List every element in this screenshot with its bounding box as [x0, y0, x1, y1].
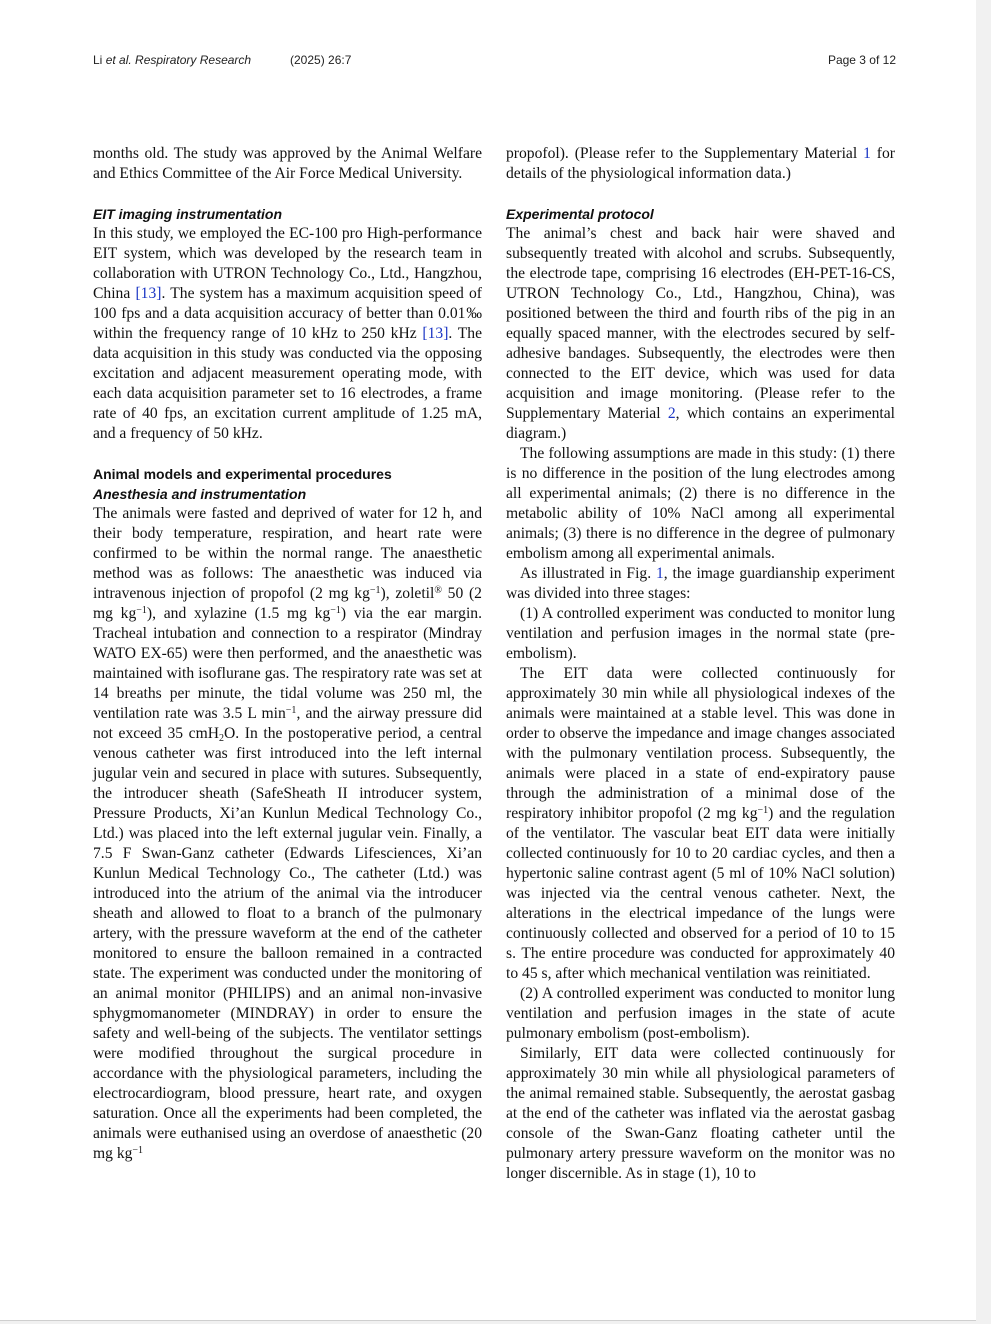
registered-mark: ®: [434, 585, 442, 596]
header-journal: Respiratory Research: [131, 53, 252, 67]
text: , and the airway pressure did not exceed 35 cmH: [93, 705, 482, 742]
text: , which contains an experimental diagram.): [506, 405, 895, 442]
text: ) via the ear margin. Tracheal intubation and connection to a respirator (Mindray WATO EX-65) were then performed, and the anaesthetic was maintained with isoflurane gas. The respiratory rate was set at 14 breaths per minute, the tidal volume was 250 ml, the ventilation rate was 3.5 L min: [93, 605, 482, 722]
supplementary-link[interactable]: 2: [667, 405, 676, 422]
text: propofol). (Please refer to the Supplementary Material: [506, 145, 864, 162]
right-column: [506, 144, 895, 1184]
text: The animals were fasted and deprived of water for 12 h, and their body temperature, respiration, and heart rate were confirmed to be within the normal range. The anaesthetic method was as follows: The anaesthetic was induced via intravenous injection of propofol (2 mg kg: [93, 505, 482, 602]
running-header-citation: [93, 53, 251, 67]
text: , the image guardianship experiment was divided into three stages:: [506, 565, 895, 602]
paragraph-anesthesia: [93, 504, 482, 1164]
superscript: −1: [285, 705, 297, 716]
paragraph: The following assumptions are made in this study: (1) there is no difference in the position of the lung electrodes among all experimental animals; (2) there is no difference in the metabolic ability of 10% NaCl among all experimental animals; (3) there is no difference in the degree of pulmonary embolism among all experimental animals.: [506, 445, 895, 562]
scrollbar-track[interactable]: [976, 0, 991, 1324]
text: ), zoletil: [380, 585, 435, 602]
subscript: 2: [218, 733, 224, 744]
paragraph: [506, 224, 895, 444]
figure-link[interactable]: 1: [655, 565, 664, 582]
paragraph: (2) A controlled experiment was conducted to monitor lung ventilation and perfusion images in the state of acute pulmonary embolism (post-embolism).: [506, 985, 895, 1042]
paragraph: [506, 564, 895, 604]
text: ), and xylazine (1.5 mg kg: [146, 605, 331, 622]
header-etal: et al.: [105, 53, 132, 67]
supplementary-link[interactable]: 1: [863, 145, 871, 162]
paragraph: (1) A controlled experiment was conducted to monitor lung ventilation and perfusion images in the normal state (pre-embolism).: [506, 605, 895, 662]
citation-link[interactable]: [13]: [135, 285, 162, 302]
paragraph-eit: [93, 224, 482, 444]
superscript: −1: [757, 805, 769, 816]
paragraph: Similarly, EIT data were collected continuously for approximately 30 min while all physiological parameters of the animal remained stable. Subsequently, the aerostat gasbag at the end of the catheter was inflated via the aerostat gasbag console of the Swan-Ganz floating catheter until the pulmonary artery pressure waveform on the monitor was no longer discernible. As in stage (1), 10 to: [506, 1045, 895, 1182]
paragraph: [506, 144, 895, 184]
left-column: [93, 144, 482, 1164]
text: The animal’s chest and back hair were shaved and subsequently treated with alcohol and scrubs. Subsequently, the electrode tape, comprising 16 electrodes (EH-PET-16-CS, UTRON Technology Co., Ltd., Hangzhou, China), was positioned between the third and fourth ribs of the pig in an equally spaced manner, with the electrodes secured by self-adhesive bandages. Subsequently, the electrodes were then connected to the EIT device, which was used for data acquisition and image monitoring. (Please refer to the Supplementary Material: [506, 225, 895, 422]
superscript: −1: [136, 605, 147, 616]
text: for details of the physiological information data.): [506, 145, 895, 182]
superscript: −1: [330, 605, 341, 616]
text: . The system has a maximum acquisition speed of 100 fps and a data acquisition accuracy of better than 0.01‰ within the frequency range of 10 kHz to 250 kHz: [93, 285, 483, 342]
header-author: Li: [93, 53, 106, 67]
superscript: −1: [369, 585, 381, 596]
subsection-heading-protocol: Experimental protocol: [506, 206, 654, 222]
text: As illustrated in Fig.: [520, 565, 656, 582]
text: . The data acquisition in this study was conducted via the opposing excitation and adjacent measurement operating mode, with each data acquisition parameter set to 16 electrodes, a frame rate of 40 fps, an excitation current amplitude of 1.25 mA, and a frequency of 50 kHz.: [93, 325, 482, 442]
subsection-heading-eit: EIT imaging instrumentation: [93, 206, 283, 222]
header-page-number: Page 3 of 12: [827, 53, 896, 67]
section-heading-models: Animal models and experimental procedures: [93, 466, 392, 482]
text: The EIT data were collected continuously for approximately 30 min while all physiological indexes of the animals were maintained at a stable level. This was done in order to observe the impedance and image changes associated with the pulmonary ventilation process. Subsequently, the animals were placed in a state of end-expiratory pause through the administration of a minimal dose of the respiratory inhibitor propofol (2 mg kg: [506, 665, 895, 822]
subsection-heading-anesthesia: Anesthesia and instrumentation: [93, 486, 307, 502]
text: 50 (2 mg kg: [93, 585, 482, 622]
text: In this study, we employed the EC-100 pro High-performance EIT system, which was developed by the research team in collaboration with UTRON Technology Co., Ltd., Hangzhou, China: [93, 225, 482, 302]
superscript: −1: [132, 1145, 144, 1156]
text: O. In the postoperative period, a central venous catheter was first introduced into the left internal jugular vein and secured in place with sutures. Subsequently, the introducer sheath (SafeSheath II introducer system, Pressure Products, Xi’an Kunlun Medical Technology Co., Ltd.) was placed into the left external jugular vein. Finally, a 7.5 F Swan-Ganz catheter (Edwards Lifesciences, Xi’an Kunlun Medical Technology Co., The catheter (Ltd.) was introduced into the atrium of the animal via the introducer sheath and allowed to float to a branch of the pulmonary artery, with the pressure waveform at the end of the catheter monitored to ensure the balloon remained in a contracted state. The experiment was conducted under the monitoring of an animal monitor (PHILIPS) and an animal non-invasive sphygmomanometer (MINDRAY) in order to ensure the safety and well-being of the subjects. The ventilator settings were modified throughout the surgical procedure in accordance with the physiological parameters, including the electrocardiogram, blood pressure, heart rate, and oxygen saturation. Once all the experiments had been completed, the animals were euthanised using an overdose of anaesthetic (20 mg kg: [93, 725, 482, 1162]
paragraph: months old. The study was approved by the Animal Welfare and Ethics Committee of the Air Force Medical University.: [93, 145, 482, 182]
text: ) and the regulation of the ventilator. The vascular beat EIT data were initially collected continuously for 10 to 20 cardiac cycles, and then a hypertonic saline contrast agent (5 ml of 10% NaCl solution) was injected via the central venous catheter. Next, the alterations in the electrical impedance of the lungs were continuously collected and observed for a period of 10 to 15 s. The entire procedure was conducted for approximately 40 to 45 s, after which mechanical ventilation was reinitiated.: [506, 805, 895, 982]
citation-link[interactable]: [13]: [422, 325, 449, 342]
header-year: (2025) 26:7: [290, 53, 352, 67]
paragraph: [506, 664, 895, 984]
